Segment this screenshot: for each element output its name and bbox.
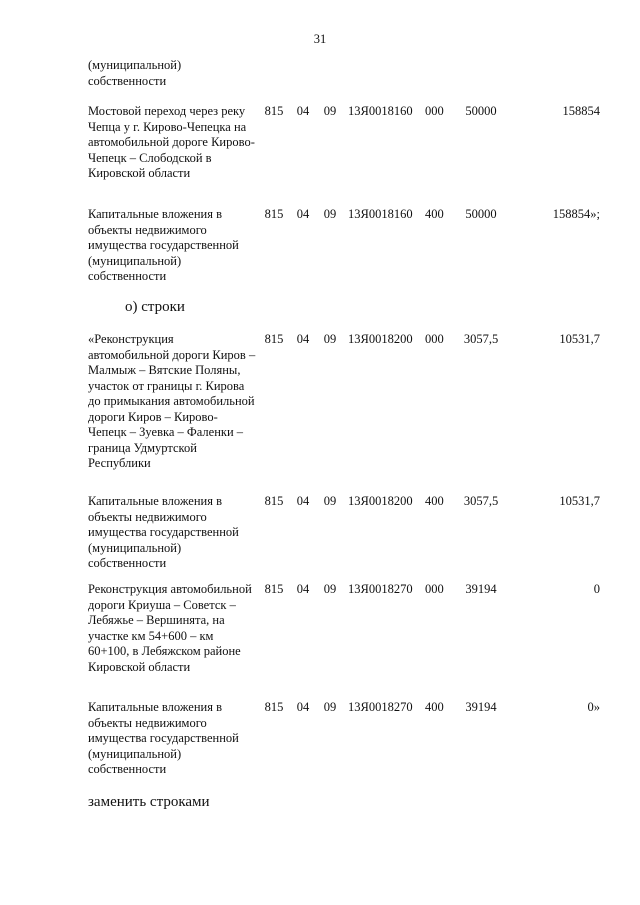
subsection-code: 09: [323, 207, 337, 221]
section-code: 04: [296, 494, 310, 508]
ministry-code: 815: [264, 104, 284, 118]
section-code: 04: [296, 700, 310, 714]
target-article: 13Я0018200: [348, 494, 413, 508]
amount-1: 39194: [465, 582, 497, 596]
amount-2: 0»: [587, 700, 600, 714]
expense-type: 400: [425, 700, 444, 714]
amount-1: 50000: [465, 207, 497, 221]
closing-instruction: заменить строками: [88, 794, 210, 810]
table-row: [0, 494, 640, 584]
amount-2: 158854»;: [552, 207, 600, 221]
subsection-code: 09: [323, 700, 337, 714]
target-article: 13Я0018270: [348, 582, 413, 596]
expense-type: 000: [425, 332, 444, 346]
row-name: Мостовой переход через реку Чепца у г. Кирово-Чепецка на автомобильной дороге Кирово-Чепецк – Слободской в Кировской области: [88, 104, 255, 180]
subsection-code: 09: [323, 494, 337, 508]
ministry-code: 815: [264, 582, 284, 596]
section-heading: о) строки: [125, 299, 185, 315]
section-code: 04: [296, 207, 310, 221]
ministry-code: 815: [264, 332, 284, 346]
table-row: [0, 332, 640, 482]
row-name: Капитальные вложения в объекты недвижимого имущества государственной (муниципальной) собственности: [88, 700, 239, 776]
expense-type: 400: [425, 494, 444, 508]
ministry-code: 815: [264, 207, 284, 221]
table-row: [0, 104, 640, 194]
amount-1: 50000: [465, 104, 497, 118]
ministry-code: 815: [264, 494, 284, 508]
target-article: 13Я0018160: [348, 207, 413, 221]
row-name: (муниципальной) собственности: [88, 58, 182, 88]
expense-type: 000: [425, 104, 444, 118]
table-row: [0, 700, 640, 790]
section-code: 04: [296, 332, 310, 346]
ministry-code: 815: [264, 700, 284, 714]
expense-type: 400: [425, 207, 444, 221]
amount-1: 3057,5: [463, 332, 499, 346]
row-name: «Реконструкция автомобильной дороги Киров – Малмыж – Вятские Поляны, участок от границы г. Кирова до примыкания автомобильной дороги Киров – Кирово-Чепецк – Зуевка – Фаленки – граница Удмуртской Республики: [88, 332, 256, 470]
target-article: 13Я0018270: [348, 700, 413, 714]
amount-1: 3057,5: [463, 494, 499, 508]
target-article: 13Я0018200: [348, 332, 413, 346]
amount-2: 10531,7: [559, 494, 600, 508]
section-code: 04: [296, 104, 310, 118]
subsection-code: 09: [323, 582, 337, 596]
page-number: 31: [313, 32, 327, 46]
row-name: Капитальные вложения в объекты недвижимого имущества государственной (муниципальной) собственности: [88, 494, 239, 570]
section-code: 04: [296, 582, 310, 596]
row-name: Капитальные вложения в объекты недвижимого имущества государственной (муниципальной) собственности: [88, 207, 239, 283]
table-row: [0, 582, 640, 682]
subsection-code: 09: [323, 332, 337, 346]
amount-2: 158854: [562, 104, 600, 118]
expense-type: 000: [425, 582, 444, 596]
target-article: 13Я0018160: [348, 104, 413, 118]
amount-1: 39194: [465, 700, 497, 714]
amount-2: 0: [593, 582, 600, 596]
amount-2: 10531,7: [559, 332, 600, 346]
subsection-code: 09: [323, 104, 337, 118]
row-name: Реконструкция автомобильной дороги Криуша – Советск – Лебяжье – Вершинята, на участке км 54+600 – км 60+100, в Лебяжском районе Кировской области: [88, 582, 252, 674]
table-row: [0, 207, 640, 297]
